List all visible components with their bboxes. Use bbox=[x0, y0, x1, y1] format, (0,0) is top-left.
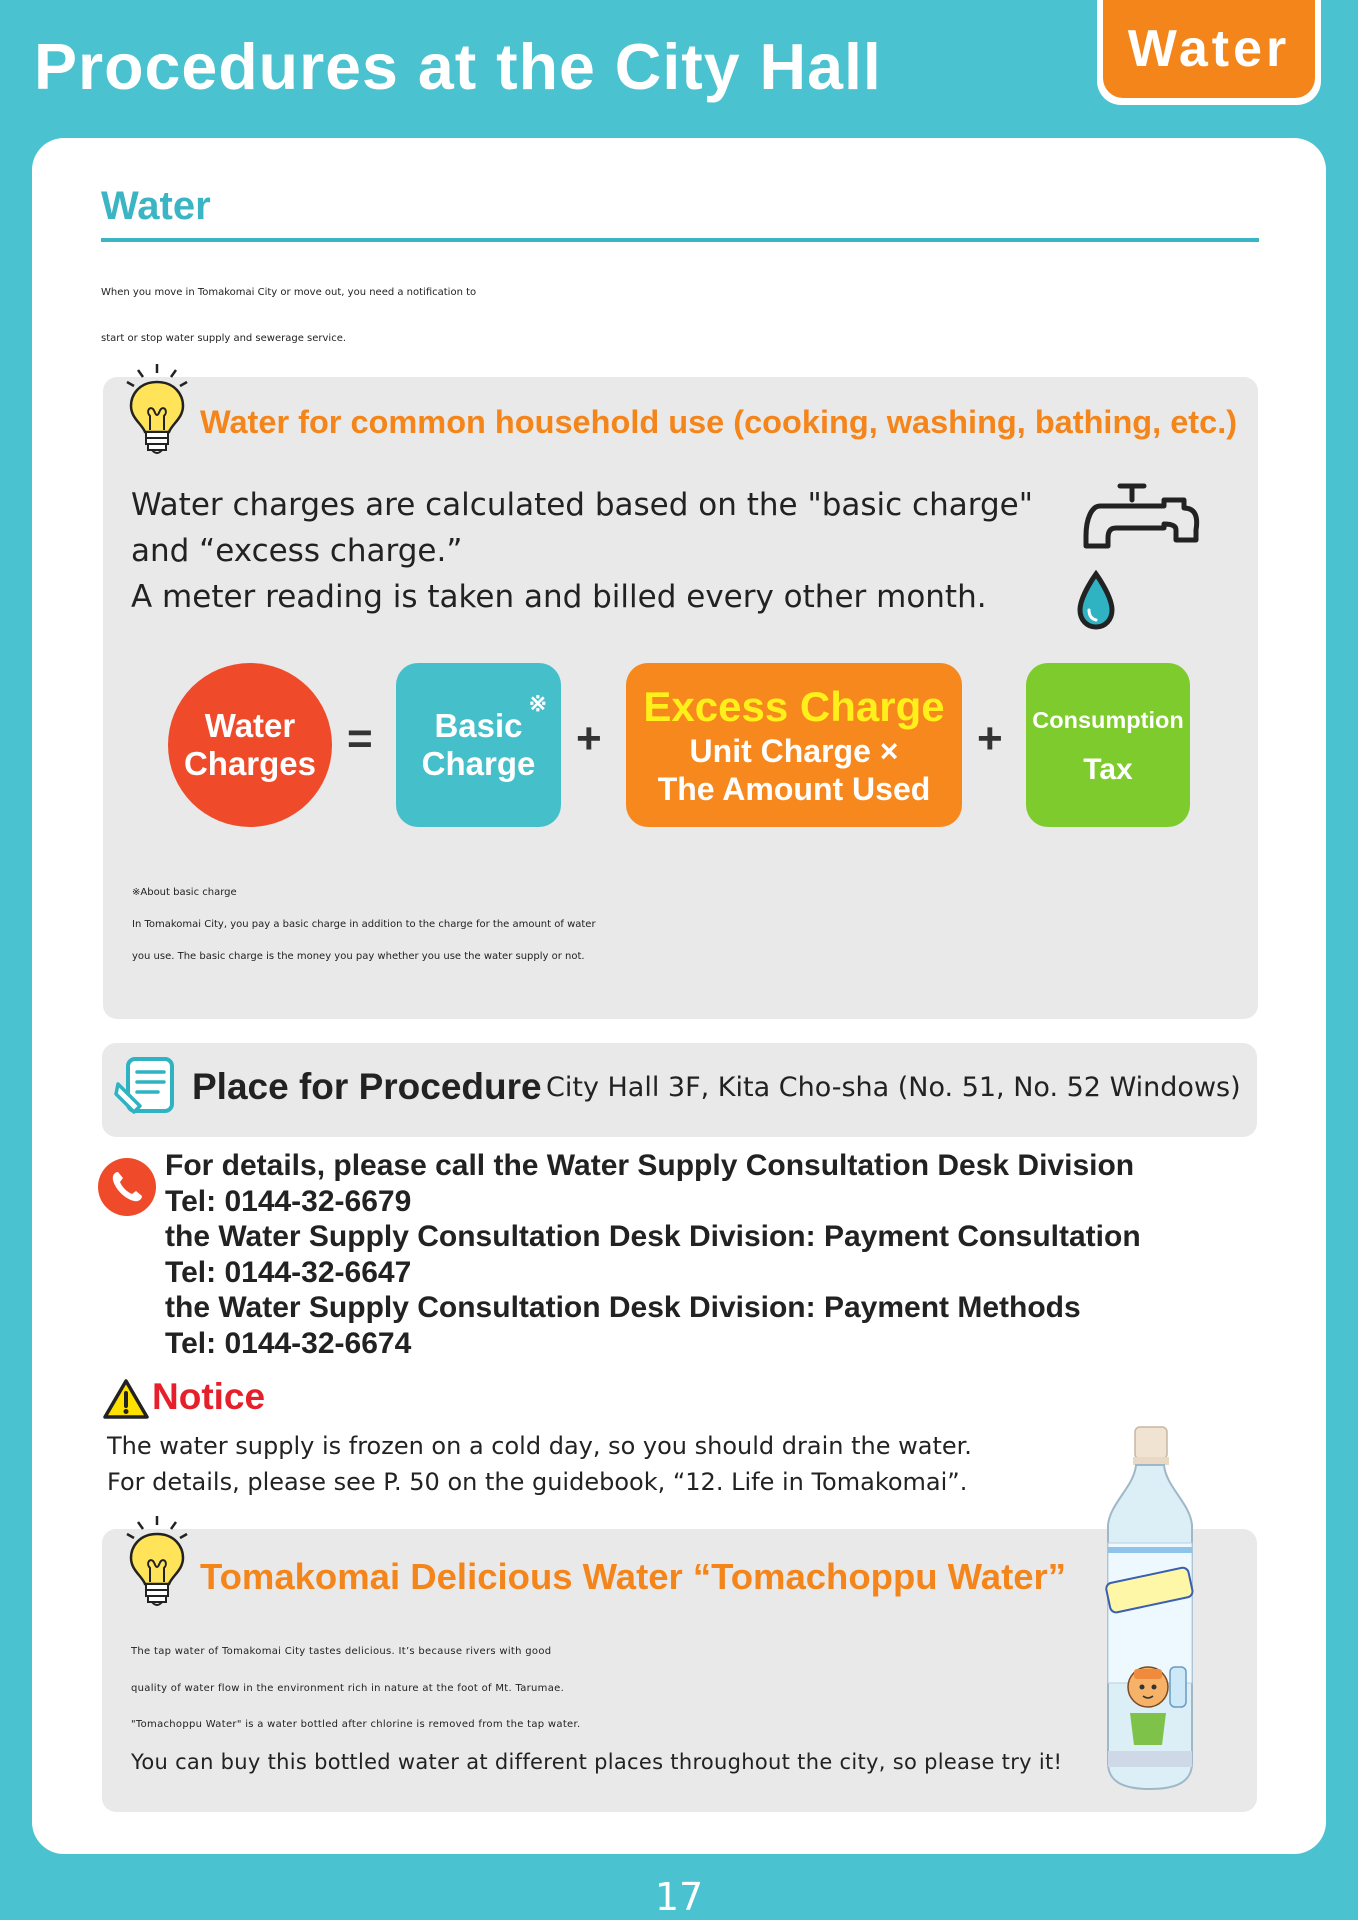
formula-text: Unit Charge × bbox=[689, 733, 899, 769]
excess-charge-box bbox=[626, 663, 962, 827]
notice-text bbox=[107, 1428, 972, 1500]
contact-line: the Water Supply Consultation Desk Division: Payment Methods bbox=[165, 1291, 1081, 1324]
faucet-icon bbox=[1080, 478, 1205, 558]
contact-phone[interactable]: Tel: 0144-32-6647 bbox=[165, 1255, 412, 1289]
section-tab bbox=[1097, 0, 1321, 105]
basic-charge-mark: ※ bbox=[528, 691, 547, 716]
water-charges-circle bbox=[168, 663, 332, 827]
page-title: Procedures at the City Hall bbox=[34, 31, 882, 103]
excess-charge-title: Excess Charge bbox=[643, 683, 945, 730]
water-bottle-image bbox=[1100, 1425, 1200, 1795]
formula-text: Water bbox=[204, 707, 296, 744]
delicious-water-line: The tap water of Tomakomai City tastes delicious. It’s because rivers with good bbox=[131, 1646, 552, 1657]
formula-text: Basic bbox=[434, 707, 523, 744]
place-label: Place for Procedure bbox=[192, 1066, 542, 1107]
delicious-water-line: You can buy this bottled water at different places throughout the city, so please try it! bbox=[131, 1749, 1063, 1774]
delicious-water-title: Tomakomai Delicious Water “Tomachoppu Water” bbox=[200, 1556, 1066, 1597]
light-bulb-icon bbox=[122, 1512, 192, 1612]
phone-icon bbox=[98, 1158, 156, 1216]
contact-line: the Water Supply Consultation Desk Division: Payment Consultation bbox=[165, 1220, 1141, 1253]
delicious-water-text bbox=[131, 1634, 1062, 1780]
delicious-water-line: quality of water flow in the environment rich in nature at the foot of Mt. Tarumae. bbox=[131, 1682, 565, 1694]
household-description bbox=[131, 482, 1033, 620]
clipboard-pen-icon bbox=[114, 1054, 180, 1118]
description-line: and “excess charge.” bbox=[131, 533, 463, 569]
intro-line: When you move in Tomakomai City or move out, you need a notification to bbox=[101, 287, 477, 298]
contact-info bbox=[165, 1148, 1141, 1361]
notice-line: The water supply is frozen on a cold day, so you should drain the water. bbox=[107, 1432, 972, 1460]
equals-sign: = bbox=[347, 714, 373, 763]
basic-charge-note bbox=[132, 877, 1252, 973]
household-title: Water for common household use (cooking, washing, bathing, etc.) bbox=[200, 404, 1238, 440]
plus-sign: + bbox=[977, 714, 1003, 763]
formula-text: Charges bbox=[183, 745, 317, 782]
section-tab-label: Water bbox=[1103, 0, 1315, 98]
place-value: City Hall 3F, Kita Cho-sha (No. 51, No. 52 Windows) bbox=[546, 1072, 1241, 1103]
notice-line: For details, please see P. 50 on the guidebook, “12. Life in Tomakomai”. bbox=[107, 1468, 968, 1496]
section-rule bbox=[101, 238, 1259, 242]
water-drop-icon bbox=[1074, 570, 1118, 632]
description-line: A meter reading is taken and billed every other month. bbox=[131, 579, 987, 615]
note-line: In Tomakomai City, you pay a basic charge in addition to the charge for the amount of water bbox=[132, 919, 596, 930]
page-number: 17 bbox=[654, 1875, 704, 1919]
description-line: Water charges are calculated based on the "basic charge" bbox=[131, 487, 1033, 523]
note-line: you use. The basic charge is the money you pay whether you use the water supply or not. bbox=[132, 951, 585, 962]
notice-title: Notice bbox=[152, 1376, 266, 1417]
contact-phone[interactable]: Tel: 0144-32-6679 bbox=[165, 1184, 412, 1218]
note-line: ※About basic charge bbox=[132, 887, 237, 898]
intro-text bbox=[101, 270, 1281, 362]
light-bulb-icon bbox=[122, 360, 192, 460]
contact-line: For details, please call the Water Supply Consultation Desk Division bbox=[165, 1149, 1135, 1182]
warning-icon bbox=[102, 1378, 150, 1420]
basic-charge-box bbox=[396, 663, 561, 827]
formula-text: Consumption bbox=[1032, 707, 1184, 733]
consumption-tax-box bbox=[1026, 663, 1190, 827]
contact-phone[interactable]: Tel: 0144-32-6674 bbox=[165, 1326, 412, 1360]
formula-text: The Amount Used bbox=[657, 771, 931, 807]
intro-line: start or stop water supply and sewerage service. bbox=[101, 333, 347, 344]
section-heading: Water bbox=[101, 184, 211, 228]
plus-sign: + bbox=[576, 714, 602, 763]
delicious-water-line: "Tomachoppu Water" is a water bottled after chlorine is removed from the tap water. bbox=[131, 1719, 581, 1730]
formula-text: Tax bbox=[1083, 753, 1133, 786]
formula-text: Charge bbox=[421, 745, 536, 782]
